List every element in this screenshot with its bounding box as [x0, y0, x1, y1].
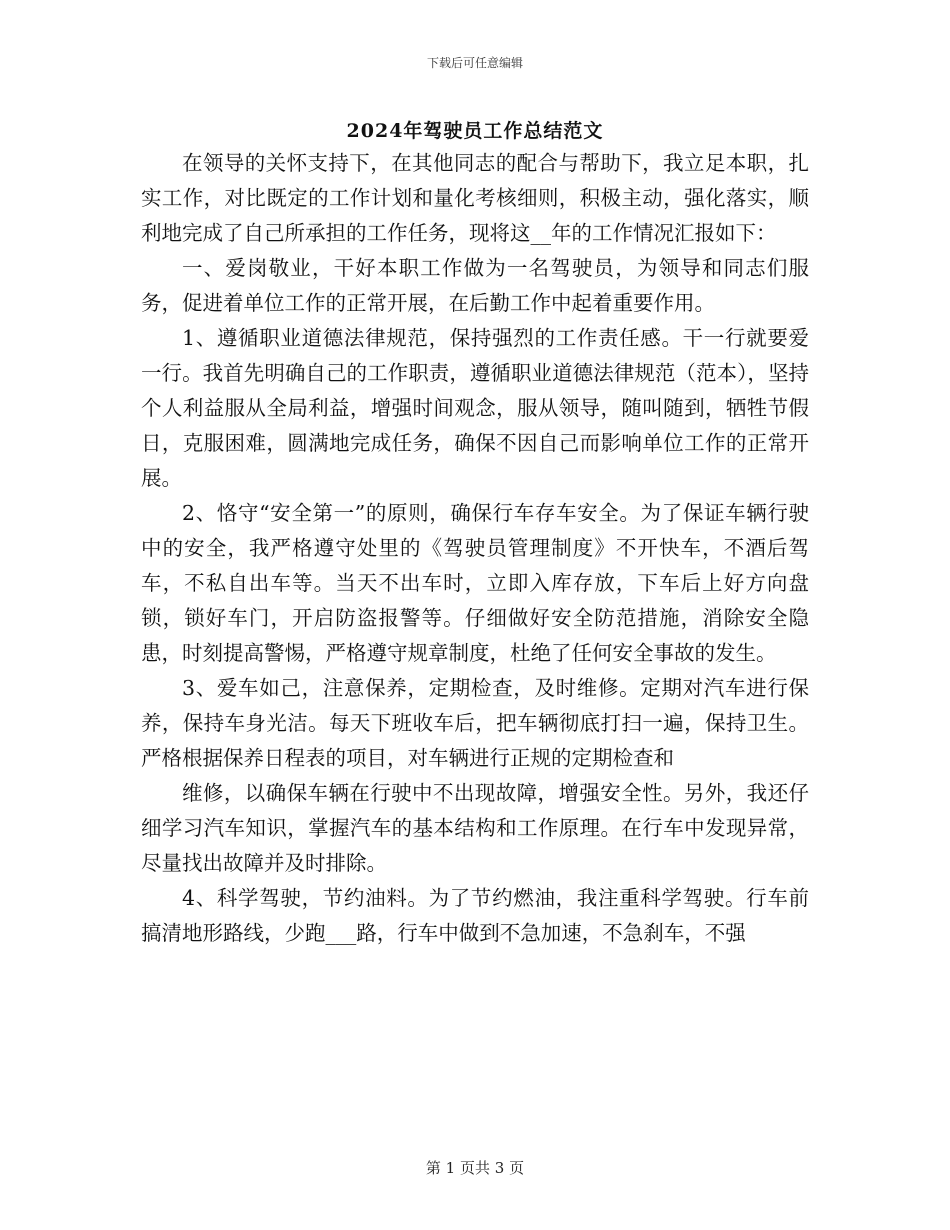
- document-body: [141, 146, 809, 951]
- paragraph-intro: 在领导的关怀支持下，在其他同志的配合与帮助下，我立足本职，扎实工作，对比既定的工作计划和量化考核细则，积极主动，强化落实，顺利地完成了自己所承担的工作任务，现将这__年的工作情况汇报如下：: [141, 151, 809, 245]
- paragraph-item-1: 1、遵循职业道德法律规范，保持强烈的工作责任感。干一行就要爱一行。我首先明确自己的工作职责，遵循职业道德法律规范（范本），坚持个人利益服从全局利益，增强时间观念，服从领导，随叫随到，牺牲节假日，克服困难，圆满地完成任务，确保不因自己而影响单位工作的正常开展。: [141, 326, 809, 490]
- paragraph-item-2: 2、恪守“安全第一”的原则，确保行车存车安全。为了保证车辆行驶中的安全，我严格遵守处里的《驾驶员管理制度》不开快车，不酒后驾车，不私自出车等。当天不出车时，立即入库存放，下车后上好方向盘锁，锁好车门，开启防盗报警等。仔细做好安全防范措施，消除安全隐患，时刻提高警惕，严格遵守规章制度，杜绝了任何安全事故的发生。: [141, 501, 809, 665]
- header-note: 下载后可任意编辑: [426, 56, 523, 70]
- paragraph-item-4: 4、科学驾驶，节约油料。为了节约燃油，我注重科学驾驶。行车前搞清地形路线，少跑___路，行车中做到不急加速，不急刹车，不强: [141, 886, 809, 945]
- paragraph-section-1: 一、爱岗敬业，干好本职工作做为一名驾驶员，为领导和同志们服务，促进着单位工作的正常开展，在后勤工作中起着重要作用。: [141, 256, 809, 315]
- paragraph-item-3-continued: 维修，以确保车辆在行驶中不出现故障，增强安全性。另外，我还仔细学习汽车知识，掌握汽车的基本结构和工作原理。在行车中发现异常，尽量找出故障并及时排除。: [141, 781, 809, 875]
- page-number: 第 1 页共 3 页: [425, 1159, 525, 1177]
- paragraph-item-3: 3、爱车如己，注意保养，定期检查，及时维修。定期对汽车进行保养，保持车身光洁。每天下班收车后，把车辆彻底打扫一遍，保持卫生。严格根据保养日程表的项目，对车辆进行正规的定期检查和: [141, 676, 809, 770]
- document-title: 2024年驾驶员工作总结范文: [346, 120, 604, 142]
